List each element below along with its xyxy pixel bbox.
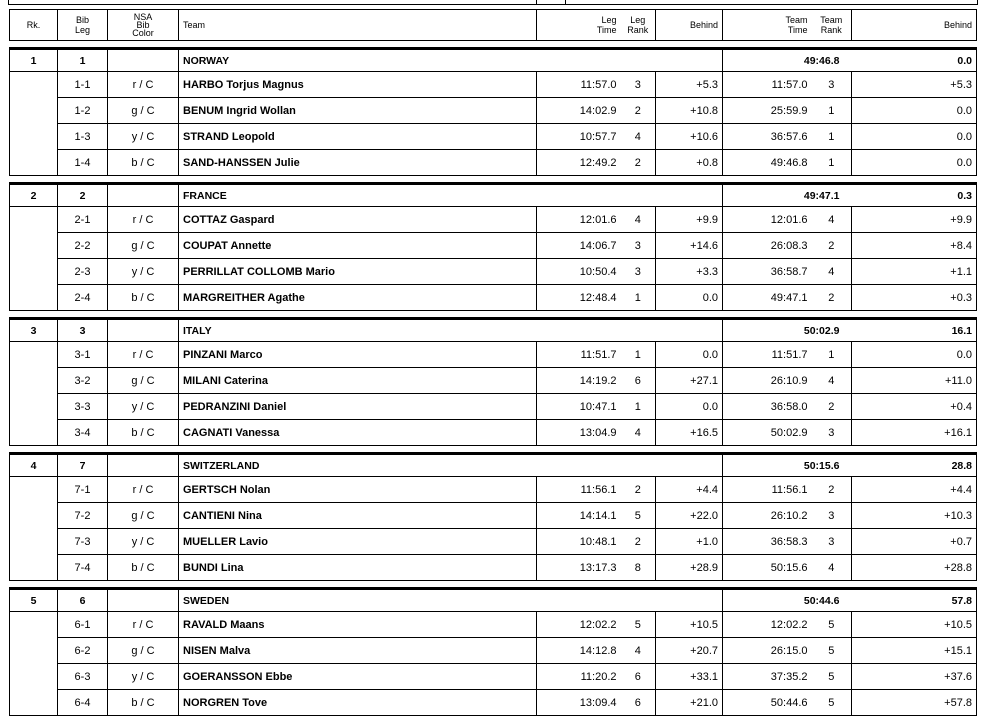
leg-color-cell: g / C	[108, 368, 179, 394]
team-row	[10, 49, 977, 72]
leg-name-cell: COTTAZ Gaspard	[179, 207, 537, 233]
leg-name-cell: PEDRANZINI Daniel	[179, 394, 537, 420]
leg-team-behind-cell: +0.4	[852, 394, 977, 420]
leg-leg-time-cell: 14:14.1	[537, 503, 621, 529]
leg-team-behind-cell: +16.1	[852, 420, 977, 446]
leg-leg-rank-cell: 2	[621, 477, 656, 503]
team-rank-header: Team Rank	[812, 10, 852, 41]
spacer-cell	[10, 41, 977, 49]
team-total-behind-cell: 28.8	[852, 454, 977, 477]
leg-time-header: Leg Time	[537, 10, 621, 41]
leg-leg-behind-cell: +20.7	[656, 638, 723, 664]
leg-team-time-cell: 26:10.2	[723, 503, 812, 529]
leg-leg-rank-cell: 4	[621, 124, 656, 150]
leg-color-cell: b / C	[108, 150, 179, 176]
leg-leg-time-cell: 11:51.7	[537, 342, 621, 368]
leg-rank-spacer	[10, 342, 58, 368]
leg-row	[10, 72, 977, 98]
leg-team-rank-cell: 3	[812, 420, 852, 446]
team-rank-cell: 2	[10, 184, 58, 207]
leg-bib-cell: 6-3	[58, 664, 108, 690]
leg-bib-cell: 1-2	[58, 98, 108, 124]
leg-team-behind-cell: +28.8	[852, 555, 977, 581]
leg-leg-time-cell: 13:09.4	[537, 690, 621, 716]
leg-row	[10, 638, 977, 664]
leg-team-rank-cell: 1	[812, 124, 852, 150]
leg-leg-time-cell: 12:02.2	[537, 612, 621, 638]
team-name-cell: SWITZERLAND	[179, 454, 723, 477]
team-rank-cell: 4	[10, 454, 58, 477]
leg-leg-behind-cell: 0.0	[656, 285, 723, 311]
leg-row	[10, 503, 977, 529]
leg-color-cell: r / C	[108, 612, 179, 638]
spacer-row	[10, 176, 977, 184]
leg-rank-spacer	[10, 664, 58, 690]
leg-team-time-cell: 12:01.6	[723, 207, 812, 233]
leg-team-rank-cell: 3	[812, 529, 852, 555]
leg-leg-time-cell: 14:02.9	[537, 98, 621, 124]
leg-team-behind-cell: +0.7	[852, 529, 977, 555]
leg-rank-spacer	[10, 150, 58, 176]
leg-team-time-cell: 36:58.3	[723, 529, 812, 555]
team-name-cell: ITALY	[179, 319, 723, 342]
leg-name-cell: SAND-HANSSEN Julie	[179, 150, 537, 176]
leg-bib-cell: 6-4	[58, 690, 108, 716]
team-bib-cell: 6	[58, 589, 108, 612]
leg-leg-rank-cell: 2	[621, 150, 656, 176]
leg-bib-cell: 1-4	[58, 150, 108, 176]
spacer-cell	[10, 446, 977, 454]
leg-leg-time-cell: 13:17.3	[537, 555, 621, 581]
leg-leg-time-cell: 10:48.1	[537, 529, 621, 555]
leg-rank-spacer	[10, 259, 58, 285]
leg-rank-header: Leg Rank	[621, 10, 656, 41]
leg-team-rank-cell: 4	[812, 368, 852, 394]
leg-leg-time-cell: 10:57.7	[537, 124, 621, 150]
leg-leg-time-cell: 14:12.8	[537, 638, 621, 664]
leg-color-cell: g / C	[108, 638, 179, 664]
team-behind-header: Behind	[852, 10, 977, 41]
leg-team-time-cell: 26:08.3	[723, 233, 812, 259]
team-color-cell	[108, 454, 179, 477]
leg-team-behind-cell: +5.3	[852, 72, 977, 98]
leg-team-behind-cell: +10.5	[852, 612, 977, 638]
leg-leg-rank-cell: 1	[621, 394, 656, 420]
leg-team-time-cell: 49:46.8	[723, 150, 812, 176]
leg-name-cell: GERTSCH Nolan	[179, 477, 537, 503]
leg-behind-header: Behind	[656, 10, 723, 41]
leg-row	[10, 529, 977, 555]
leg-bib-cell: 7-4	[58, 555, 108, 581]
leg-team-behind-cell: 0.0	[852, 342, 977, 368]
team-total-behind-cell: 57.8	[852, 589, 977, 612]
leg-name-cell: RAVALD Maans	[179, 612, 537, 638]
leg-team-time-cell: 37:35.2	[723, 664, 812, 690]
leg-rank-spacer	[10, 368, 58, 394]
leg-row	[10, 664, 977, 690]
leg-name-cell: COUPAT Annette	[179, 233, 537, 259]
team-total-time-cell: 50:15.6	[723, 454, 852, 477]
leg-team-behind-cell: +11.0	[852, 368, 977, 394]
team-rank-cell: 1	[10, 49, 58, 72]
leg-leg-behind-cell: +3.3	[656, 259, 723, 285]
leg-leg-rank-cell: 5	[621, 503, 656, 529]
team-color-cell	[108, 184, 179, 207]
leg-leg-rank-cell: 8	[621, 555, 656, 581]
leg-leg-time-cell: 10:50.4	[537, 259, 621, 285]
leg-leg-behind-cell: +9.9	[656, 207, 723, 233]
leg-row	[10, 477, 977, 503]
leg-leg-time-cell: 12:01.6	[537, 207, 621, 233]
leg-team-behind-cell: +9.9	[852, 207, 977, 233]
leg-leg-time-cell: 12:49.2	[537, 150, 621, 176]
leg-leg-behind-cell: +5.3	[656, 72, 723, 98]
team-time-header: Team Time	[723, 10, 812, 41]
leg-leg-behind-cell: +0.8	[656, 150, 723, 176]
team-total-time-cell: 50:44.6	[723, 589, 852, 612]
leg-row	[10, 124, 977, 150]
spacer-row	[10, 581, 977, 589]
team-total-time-cell: 49:46.8	[723, 49, 852, 72]
leg-team-behind-cell: 0.0	[852, 98, 977, 124]
leg-team-behind-cell: 0.0	[852, 124, 977, 150]
leg-row	[10, 420, 977, 446]
leg-team-time-cell: 25:59.9	[723, 98, 812, 124]
team-total-behind-cell: 0.0	[852, 49, 977, 72]
leg-row	[10, 98, 977, 124]
leg-row	[10, 285, 977, 311]
leg-color-cell: b / C	[108, 555, 179, 581]
leg-team-behind-cell: +37.6	[852, 664, 977, 690]
leg-team-time-cell: 50:02.9	[723, 420, 812, 446]
leg-name-cell: GOERANSSON Ebbe	[179, 664, 537, 690]
leg-rank-spacer	[10, 529, 58, 555]
leg-team-rank-cell: 2	[812, 394, 852, 420]
team-bib-cell: 7	[58, 454, 108, 477]
leg-name-cell: MARGREITHER Agathe	[179, 285, 537, 311]
leg-row	[10, 555, 977, 581]
team-name-cell: NORWAY	[179, 49, 723, 72]
header-row	[10, 10, 977, 41]
leg-team-time-cell: 11:57.0	[723, 72, 812, 98]
leg-color-cell: g / C	[108, 233, 179, 259]
leg-leg-behind-cell: +21.0	[656, 690, 723, 716]
leg-name-cell: PINZANI Marco	[179, 342, 537, 368]
leg-bib-cell: 6-1	[58, 612, 108, 638]
leg-team-rank-cell: 1	[812, 98, 852, 124]
leg-rank-spacer	[10, 477, 58, 503]
leg-rank-spacer	[10, 690, 58, 716]
leg-color-cell: y / C	[108, 664, 179, 690]
leg-rank-spacer	[10, 638, 58, 664]
leg-team-time-cell: 36:57.6	[723, 124, 812, 150]
leg-leg-rank-cell: 2	[621, 529, 656, 555]
spacer-cell	[10, 176, 977, 184]
leg-name-cell: PERRILLAT COLLOMB Mario	[179, 259, 537, 285]
team-total-behind-cell: 16.1	[852, 319, 977, 342]
leg-leg-time-cell: 11:20.2	[537, 664, 621, 690]
leg-team-time-cell: 12:02.2	[723, 612, 812, 638]
leg-team-rank-cell: 1	[812, 342, 852, 368]
leg-team-rank-cell: 2	[812, 477, 852, 503]
leg-row	[10, 394, 977, 420]
leg-leg-behind-cell: +16.5	[656, 420, 723, 446]
leg-team-time-cell: 50:44.6	[723, 690, 812, 716]
team-bib-cell: 2	[58, 184, 108, 207]
team-row	[10, 319, 977, 342]
leg-team-time-cell: 26:15.0	[723, 638, 812, 664]
leg-team-time-cell: 36:58.7	[723, 259, 812, 285]
leg-row	[10, 233, 977, 259]
leg-team-behind-cell: +15.1	[852, 638, 977, 664]
leg-color-cell: g / C	[108, 98, 179, 124]
leg-leg-behind-cell: +4.4	[656, 477, 723, 503]
team-row	[10, 184, 977, 207]
spacer-row	[10, 446, 977, 454]
top-strip-divider	[565, 0, 566, 4]
leg-bib-cell: 7-3	[58, 529, 108, 555]
leg-leg-time-cell: 14:06.7	[537, 233, 621, 259]
leg-team-behind-cell: +0.3	[852, 285, 977, 311]
leg-rank-spacer	[10, 72, 58, 98]
leg-team-behind-cell: +8.4	[852, 233, 977, 259]
leg-bib-cell: 2-3	[58, 259, 108, 285]
leg-team-time-cell: 26:10.9	[723, 368, 812, 394]
team-color-cell	[108, 589, 179, 612]
leg-team-rank-cell: 5	[812, 690, 852, 716]
leg-team-time-cell: 50:15.6	[723, 555, 812, 581]
leg-row	[10, 207, 977, 233]
leg-row	[10, 342, 977, 368]
leg-row	[10, 612, 977, 638]
leg-leg-rank-cell: 5	[621, 612, 656, 638]
leg-leg-behind-cell: 0.0	[656, 394, 723, 420]
leg-bib-cell: 7-1	[58, 477, 108, 503]
leg-color-cell: r / C	[108, 207, 179, 233]
leg-leg-behind-cell: +10.8	[656, 98, 723, 124]
leg-name-cell: NORGREN Tove	[179, 690, 537, 716]
leg-team-time-cell: 11:56.1	[723, 477, 812, 503]
leg-rank-spacer	[10, 555, 58, 581]
team-rank-cell: 3	[10, 319, 58, 342]
team-total-behind-cell: 0.3	[852, 184, 977, 207]
leg-leg-time-cell: 13:04.9	[537, 420, 621, 446]
team-color-cell	[108, 319, 179, 342]
leg-color-cell: y / C	[108, 124, 179, 150]
leg-leg-behind-cell: +22.0	[656, 503, 723, 529]
leg-color-cell: b / C	[108, 420, 179, 446]
leg-name-cell: CAGNATI Vanessa	[179, 420, 537, 446]
leg-team-rank-cell: 5	[812, 664, 852, 690]
leg-team-rank-cell: 1	[812, 150, 852, 176]
leg-leg-rank-cell: 1	[621, 285, 656, 311]
leg-team-rank-cell: 5	[812, 638, 852, 664]
top-strip-divider	[536, 0, 537, 4]
leg-name-cell: BUNDI Lina	[179, 555, 537, 581]
leg-leg-behind-cell: +1.0	[656, 529, 723, 555]
leg-bib-cell: 2-4	[58, 285, 108, 311]
leg-leg-rank-cell: 3	[621, 259, 656, 285]
leg-team-behind-cell: +1.1	[852, 259, 977, 285]
leg-leg-time-cell: 12:48.4	[537, 285, 621, 311]
leg-bib-cell: 3-4	[58, 420, 108, 446]
leg-leg-behind-cell: +33.1	[656, 664, 723, 690]
leg-leg-rank-cell: 6	[621, 664, 656, 690]
leg-leg-time-cell: 10:47.1	[537, 394, 621, 420]
spacer-row	[10, 311, 977, 319]
leg-team-rank-cell: 2	[812, 285, 852, 311]
leg-color-cell: g / C	[108, 503, 179, 529]
leg-team-behind-cell: +10.3	[852, 503, 977, 529]
leg-bib-cell: 3-2	[58, 368, 108, 394]
leg-color-cell: r / C	[108, 477, 179, 503]
leg-leg-rank-cell: 6	[621, 368, 656, 394]
leg-row	[10, 259, 977, 285]
leg-team-behind-cell: 0.0	[852, 150, 977, 176]
leg-row	[10, 368, 977, 394]
leg-team-behind-cell: +57.8	[852, 690, 977, 716]
team-row	[10, 454, 977, 477]
leg-team-rank-cell: 4	[812, 207, 852, 233]
team-row	[10, 589, 977, 612]
leg-rank-spacer	[10, 285, 58, 311]
team-total-time-cell: 49:47.1	[723, 184, 852, 207]
team-bib-cell: 3	[58, 319, 108, 342]
team-name-cell: FRANCE	[179, 184, 723, 207]
leg-row	[10, 690, 977, 716]
leg-leg-rank-cell: 6	[621, 690, 656, 716]
relay-results-table	[9, 9, 977, 716]
leg-bib-cell: 6-2	[58, 638, 108, 664]
leg-leg-behind-cell: +28.9	[656, 555, 723, 581]
leg-color-cell: r / C	[108, 72, 179, 98]
team-header: Team	[179, 10, 537, 41]
spacer-cell	[10, 311, 977, 319]
team-rank-cell: 5	[10, 589, 58, 612]
leg-leg-rank-cell: 4	[621, 207, 656, 233]
leg-leg-time-cell: 11:56.1	[537, 477, 621, 503]
leg-row	[10, 150, 977, 176]
leg-color-cell: b / C	[108, 285, 179, 311]
leg-team-rank-cell: 3	[812, 72, 852, 98]
team-name-cell: SWEDEN	[179, 589, 723, 612]
leg-rank-spacer	[10, 233, 58, 259]
leg-leg-behind-cell: +14.6	[656, 233, 723, 259]
leg-rank-spacer	[10, 98, 58, 124]
leg-team-time-cell: 36:58.0	[723, 394, 812, 420]
leg-rank-spacer	[10, 612, 58, 638]
leg-team-time-cell: 11:51.7	[723, 342, 812, 368]
team-total-time-cell: 50:02.9	[723, 319, 852, 342]
leg-color-cell: y / C	[108, 529, 179, 555]
leg-leg-rank-cell: 4	[621, 420, 656, 446]
leg-bib-cell: 2-1	[58, 207, 108, 233]
leg-bib-cell: 3-3	[58, 394, 108, 420]
leg-rank-spacer	[10, 124, 58, 150]
team-color-cell	[108, 49, 179, 72]
nsa-bib-color-header: NSA Bib Color	[108, 10, 179, 41]
leg-name-cell: BENUM Ingrid Wollan	[179, 98, 537, 124]
leg-leg-time-cell: 11:57.0	[537, 72, 621, 98]
leg-color-cell: b / C	[108, 690, 179, 716]
leg-bib-cell: 7-2	[58, 503, 108, 529]
leg-team-rank-cell: 4	[812, 555, 852, 581]
leg-name-cell: HARBO Torjus Magnus	[179, 72, 537, 98]
bib-leg-header: Bib Leg	[58, 10, 108, 41]
leg-leg-behind-cell: 0.0	[656, 342, 723, 368]
leg-rank-spacer	[10, 207, 58, 233]
leg-bib-cell: 3-1	[58, 342, 108, 368]
leg-team-time-cell: 49:47.1	[723, 285, 812, 311]
leg-name-cell: NISEN Malva	[179, 638, 537, 664]
leg-bib-cell: 2-2	[58, 233, 108, 259]
leg-leg-time-cell: 14:19.2	[537, 368, 621, 394]
leg-color-cell: r / C	[108, 342, 179, 368]
leg-leg-behind-cell: +27.1	[656, 368, 723, 394]
leg-rank-spacer	[10, 394, 58, 420]
rank-header: Rk.	[10, 10, 58, 41]
leg-leg-rank-cell: 3	[621, 72, 656, 98]
leg-bib-cell: 1-3	[58, 124, 108, 150]
spacer-cell	[10, 581, 977, 589]
leg-team-rank-cell: 2	[812, 233, 852, 259]
leg-color-cell: y / C	[108, 394, 179, 420]
leg-leg-rank-cell: 2	[621, 98, 656, 124]
leg-leg-behind-cell: +10.6	[656, 124, 723, 150]
leg-leg-rank-cell: 1	[621, 342, 656, 368]
leg-rank-spacer	[10, 503, 58, 529]
leg-name-cell: MILANI Caterina	[179, 368, 537, 394]
spacer-row	[10, 41, 977, 49]
leg-team-rank-cell: 4	[812, 259, 852, 285]
leg-name-cell: MUELLER Lavio	[179, 529, 537, 555]
leg-color-cell: y / C	[108, 259, 179, 285]
top-border-strip	[8, 0, 978, 5]
leg-team-behind-cell: +4.4	[852, 477, 977, 503]
leg-leg-behind-cell: +10.5	[656, 612, 723, 638]
leg-rank-spacer	[10, 420, 58, 446]
leg-leg-rank-cell: 4	[621, 638, 656, 664]
leg-team-rank-cell: 5	[812, 612, 852, 638]
leg-team-rank-cell: 3	[812, 503, 852, 529]
leg-name-cell: CANTIENI Nina	[179, 503, 537, 529]
leg-name-cell: STRAND Leopold	[179, 124, 537, 150]
team-bib-cell: 1	[58, 49, 108, 72]
leg-leg-rank-cell: 3	[621, 233, 656, 259]
leg-bib-cell: 1-1	[58, 72, 108, 98]
